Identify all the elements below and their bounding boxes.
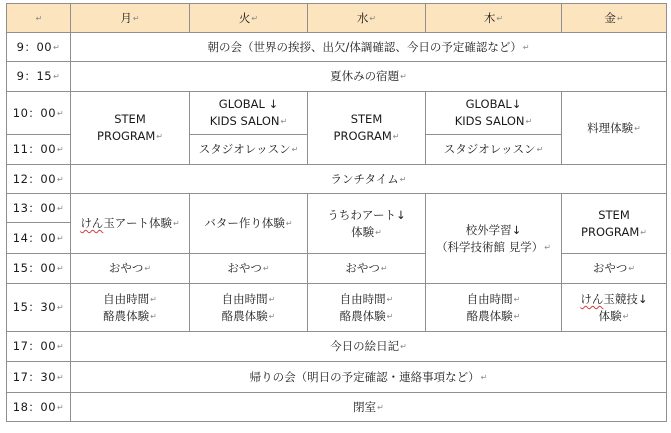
- header-day-mon: 月↵: [71, 4, 190, 33]
- row-1800: [7, 393, 667, 422]
- row-1200: [7, 165, 667, 194]
- kendama-art-mon-cell: けん玉アート体験↵: [71, 194, 190, 254]
- time-cell: 14：00↵: [7, 223, 71, 254]
- free-time-thu-cell: 自由時間↵ 酪農体験↵: [426, 284, 562, 332]
- snack-mon-cell: おやつ↵: [71, 254, 190, 284]
- header-day-fri: 金↵: [562, 4, 667, 33]
- free-time-mon-cell: 自由時間↵ 酪農体験↵: [71, 284, 190, 332]
- kendama-competition-fri-cell: けん玉競技↓ 体験↵: [562, 284, 667, 332]
- time-cell: 15：30↵: [7, 284, 71, 332]
- time-cell: 17：00↵: [7, 332, 71, 362]
- row-1000: [7, 92, 667, 135]
- time-cell: 10：00↵: [7, 92, 71, 135]
- time-cell: 15：00↵: [7, 254, 71, 284]
- time-cell: 18：00↵: [7, 393, 71, 422]
- global-kids-salon-thu-cell: GLOBAL↓ KIDS SALON↵: [426, 92, 562, 135]
- header-corner: ↵: [7, 4, 71, 33]
- schedule-table: [6, 3, 667, 422]
- time-cell: 11：00↵: [7, 135, 71, 165]
- picture-diary-cell: 今日の絵日記↵: [71, 332, 667, 362]
- butter-making-tue-cell: バター作り体験↵: [190, 194, 308, 254]
- header-day-thu: 木↵: [426, 4, 562, 33]
- row-1500: [7, 254, 667, 284]
- header-day-wed: 水↵: [308, 4, 426, 33]
- spellcheck-underline: けん: [580, 291, 604, 306]
- time-cell: 13：00↵: [7, 194, 71, 223]
- studio-lesson-thu-cell: スタジオレッスン↵: [426, 135, 562, 165]
- spellcheck-underline: けん: [80, 216, 104, 231]
- row-0915: [7, 62, 667, 92]
- row-1300: [7, 194, 667, 223]
- stem-program-wed-cell: STEM PROGRAM↵: [308, 92, 426, 165]
- homework-cell: 夏休みの宿題↵: [71, 62, 667, 92]
- morning-meeting-cell: 朝の会（世界の挨拶、出欠/体調確認、今日の予定確認など）↵: [71, 33, 667, 62]
- header-row: [7, 4, 667, 33]
- lunch-cell: ランチタイム↵: [71, 165, 667, 194]
- row-1700: [7, 332, 667, 362]
- snack-tue-cell: おやつ↵: [190, 254, 308, 284]
- stem-program-fri-cell: STEM PROGRAM↵: [562, 194, 667, 254]
- snack-wed-cell: おやつ↵: [308, 254, 426, 284]
- room-closed-cell: 閉室↵: [71, 393, 667, 422]
- uchiwa-art-wed-cell: うちわアート↓ 体験↵: [308, 194, 426, 254]
- header-day-tue: 火↵: [190, 4, 308, 33]
- snack-fri-cell: おやつ↵: [562, 254, 667, 284]
- row-0900: [7, 33, 667, 62]
- studio-lesson-tue-cell: スタジオレッスン↵: [190, 135, 308, 165]
- stem-program-mon-cell: STEM PROGRAM↵: [71, 92, 190, 165]
- time-cell: 17：30↵: [7, 362, 71, 393]
- global-kids-salon-tue-cell: GLOBAL ↓ KIDS SALON↵: [190, 92, 308, 135]
- time-cell: 12：00↵: [7, 165, 71, 194]
- time-cell: 9：15↵: [7, 62, 71, 92]
- free-time-tue-cell: 自由時間↵ 酪農体験↵: [190, 284, 308, 332]
- row-1730: [7, 362, 667, 393]
- field-trip-thu-cell: 校外学習↓ （科学技術館 見学）↵: [426, 194, 562, 284]
- free-time-wed-cell: 自由時間↵ 酪農体験↵: [308, 284, 426, 332]
- cooking-fri-cell: 料理体験↵: [562, 92, 667, 165]
- closing-meeting-cell: 帰りの会（明日の予定確認・連絡事項など）↵: [71, 362, 667, 393]
- row-1530: [7, 284, 667, 332]
- time-cell: 9：00↵: [7, 33, 71, 62]
